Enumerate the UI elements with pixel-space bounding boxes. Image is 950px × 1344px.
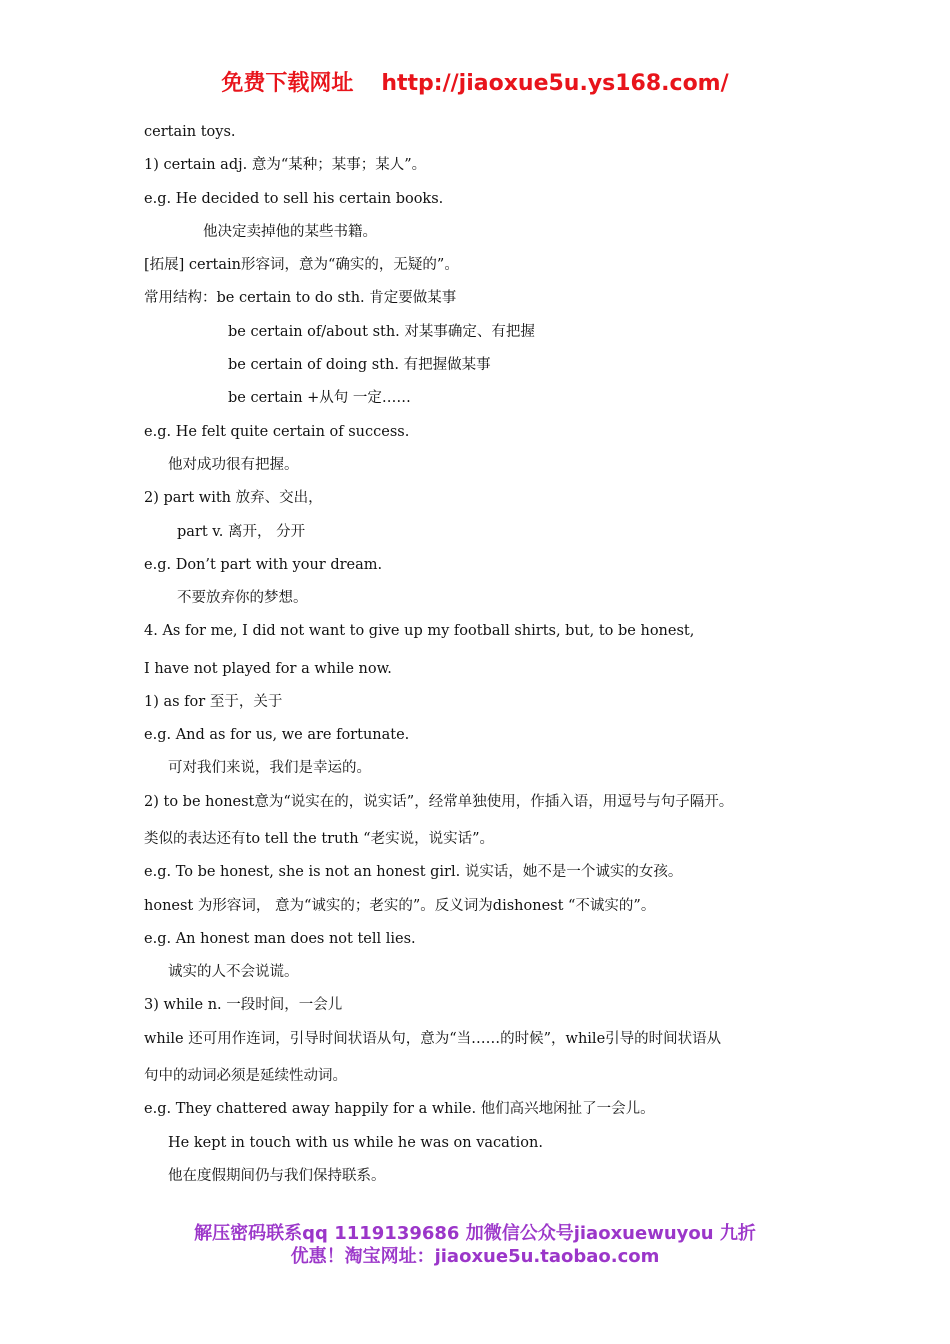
text-line: 诚实的人不会说谎。 xyxy=(168,964,299,980)
text-line: 类似的表达还有to tell the truth “老实说，说实话”。 xyxy=(144,831,495,847)
text-line: e.g. And as for us, we are fortunate. xyxy=(144,727,410,743)
page-header xyxy=(0,66,950,97)
text-line: 1) as for 至于，关于 xyxy=(144,694,283,710)
text-line: 常用结构：be certain to do sth. 肯定要做某事 xyxy=(144,290,457,306)
text-line: while 还可用作连词，引导时间状语从句，意为“当……的时候”，while引导的时间状语从 xyxy=(144,1031,722,1047)
text-line: 3) while n. 一段时间，一会儿 xyxy=(144,997,343,1013)
text-line: part v. 离开， 分开 xyxy=(177,524,306,540)
text-line: 他在度假期间仍与我们保持联系。 xyxy=(168,1168,386,1184)
text-line: 4. As for me, I did not want to give up my football shirts, but, to be honest, xyxy=(144,623,695,639)
text-line: e.g. He decided to sell his certain books. xyxy=(144,191,444,207)
text-line: be certain +从句 一定…… xyxy=(228,390,411,406)
text-line: be certain of doing sth. 有把握做某事 xyxy=(228,357,491,373)
text-line: 他决定卖掉他的某些书籍。 xyxy=(203,224,377,240)
text-line: I have not played for a while now. xyxy=(144,661,392,677)
text-line: 可对我们来说，我们是幸运的。 xyxy=(168,760,371,776)
text-line: e.g. An honest man does not tell lies. xyxy=(144,931,416,947)
footer-line-2: 优惠！淘宝网址：jiaoxue5u.taobao.com xyxy=(290,1246,660,1267)
footer-line-1: 解压密码联系qq 1119139686 加微信公众号jiaoxuewuyou 九折 xyxy=(194,1223,756,1244)
text-line: e.g. They chattered away happily for a while. 他们高兴地闲扯了一会儿。 xyxy=(144,1101,655,1117)
text-line: 2) part with 放弃、交出， xyxy=(144,490,323,506)
text-line: honest 为形容词， 意为“诚实的；老实的”。反义词为dishonest “不诚实的”。 xyxy=(144,898,656,914)
text-line: e.g. Don’t part with your dream. xyxy=(144,557,383,573)
text-line: 1) certain adj. 意为“某种；某事；某人”。 xyxy=(144,157,427,173)
text-line: 句中的动词必须是延续性动词。 xyxy=(144,1068,347,1084)
text-line: 他对成功很有把握。 xyxy=(168,457,299,473)
text-line: e.g. To be honest, she is not an honest girl. 说实话，她不是一个诚实的女孩。 xyxy=(144,864,683,880)
text-line: be certain of/about sth. 对某事确定、有把握 xyxy=(228,324,535,340)
text-line: 2) to be honest意为“说实在的，说实话”，经常单独使用，作插入语，用逗号与句子隔开。 xyxy=(144,794,734,810)
header-url-link[interactable]: http://jiaoxue5u.ys168.com/ xyxy=(381,71,729,96)
text-line: certain toys. xyxy=(144,124,236,140)
text-line: [拓展] certain形容词，意为“确实的，无疑的”。 xyxy=(144,257,459,273)
text-line: e.g. He felt quite certain of success. xyxy=(144,424,410,440)
text-line: He kept in touch with us while he was on vacation. xyxy=(168,1135,543,1151)
header-label: 免费下载网址 xyxy=(221,71,354,96)
text-line: 不要放弃你的梦想。 xyxy=(177,590,308,606)
